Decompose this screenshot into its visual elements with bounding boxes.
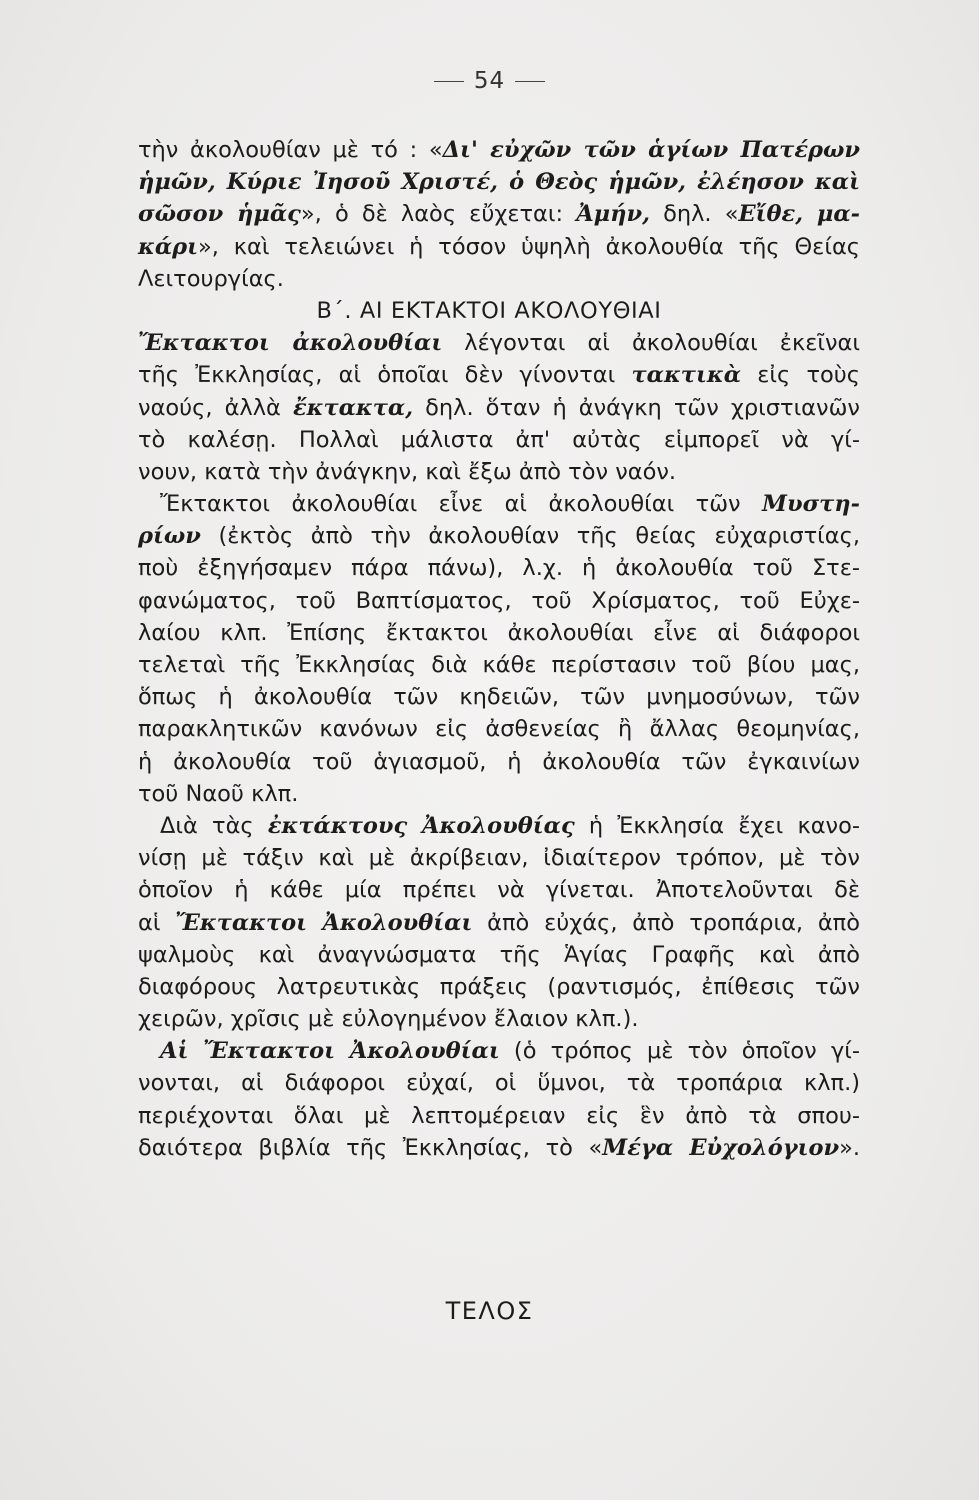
text-line: ρίων (ἐκτὸς ἀπὸ τὴν ἀκολουθίαν τῆς θείας εὐχαριστίας, [138,523,860,550]
text-line: δαιότερα βιβλία τῆς Ἐκκλησίας, τὸ «Μέγα Εὐχολόγιον». [138,1134,860,1161]
text-line: ναούς, ἀλλὰ ἔκτακτα, δηλ. ὅταν ἡ ἀνάγκη τῶν χριστιανῶν [138,394,860,421]
paragraph-3 [138,488,860,810]
dash-right [515,81,545,82]
text-line: Αἱ Ἔκτακτοι Ἀκολουθίαι (ὁ τρόπος μὲ τὸν ὁποῖον γί- [160,1038,860,1065]
text-line: τελεταὶ τῆς Ἐκκλησίας διὰ κάθε περίστασιν τοῦ βίου μας, [138,652,860,678]
text-line: νουν, κατὰ τὴν ἀνάγκην, καὶ ἔξω ἀπὸ τὸν ναόν. [138,458,677,485]
paragraph-5 [138,1035,860,1164]
paragraph-1 [138,134,860,295]
dash-left [434,81,464,82]
page-number: 54 [473,68,506,94]
text-line: ὁποῖον ἡ κάθε μία πρέπει νὰ γίνεται. Ἀποτελοῦνται δὲ [138,877,860,904]
text-line: λαίου κλπ. Ἐπίσης ἔκτακτοι ἀκολουθίαι εἶνε αἱ διάφοροι [138,619,860,646]
text-line: ψαλμοὺς καὶ ἀναγνώσματα τῆς Ἁγίας Γραφῆς καὶ ἀπὸ [138,941,860,968]
text-line: αἱ Ἔκτακτοι Ἀκολουθίαι ἀπὸ εὐχάς, ἀπὸ τροπάρια, ἀπὸ [138,909,860,936]
text-line: τὸ καλέσῃ. Πολλαὶ μάλιστα ἀπ' αὐτὰς εἱμπορεῖ νὰ γί- [138,426,860,453]
text-line: ποὺ ἐξηγήσαμεν πάρα πάνω), λ.χ. ἡ ἀκολουθία τοῦ Στε- [138,555,860,582]
text-line: ἡμῶν, Κύριε Ἰησοῦ Χριστέ, ὁ Θεὸς ἡμῶν, ἐλέησον καὶ [138,169,860,196]
text-line: Διὰ τὰς ἐκτάκτους Ἀκολουθίας ἡ Ἐκκλησία ἔχει κανο- [160,812,860,839]
body-text [138,134,860,1164]
section-heading: Β΄. ΑΙ ΕΚΤΑΚΤΟΙ ΑΚΟΛΟΥΘΙΑΙ [316,297,662,324]
end-title: ΤΕΛΟΣ [445,1297,534,1325]
page-number-header [0,68,979,94]
text-line: τὴν ἀκολουθίαν μὲ τό : «Δι' εὐχῶν τῶν ἁγίων Πατέρων [138,137,860,163]
text-line: χειρῶν, χρῖσις μὲ εὐλογημένον ἔλαιον κλπ.). [138,1006,639,1033]
text-line: τοῦ Ναοῦ κλπ. [138,780,299,807]
paragraph-2 [138,327,860,488]
text-line: σῶσον ἡμᾶς», ὁ δὲ λαὸς εὔχεται: Ἀμήν, δηλ. «Εἴθε, μα- [138,201,860,228]
text-line: τῆς Ἐκκλησίας, αἱ ὁποῖαι δὲν γίνονται τακτικὰ εἰς τοὺς [138,362,861,389]
text-line: νίσῃ μὲ τάξιν καὶ μὲ ἀκρίβειαν, ἰδιαίτερον τρόπον, μὲ τὸν [138,845,860,872]
text-line: διαφόρους λατρευτικὰς πράξεις (ραντισμός, ἐπίθεσις τῶν [138,973,860,1000]
text-line: Ἔκτακτοι ἀκολουθίαι εἶνε αἱ ἀκολουθίαι τῶν Μυστη- [160,491,860,518]
text-line: Λειτουργίας. [138,265,284,292]
text-line: περιέχονται ὅλαι μὲ λεπτομέρειαν εἰς ἓν ἀπὸ τὰ σπου- [138,1102,860,1129]
text-line: φανώματος, τοῦ Βαπτίσματος, τοῦ Χρίσματος, τοῦ Εὐχε- [138,587,860,614]
text-line: παρακλητικῶν κανόνων εἰς ἀσθενείας ἢ ἄλλας θεομηνίας, [138,716,860,743]
text-line: Ἔκτακτοι ἀκολουθίαι λέγονται αἱ ἀκολουθίαι ἐκεῖναι [138,330,860,357]
text-line: ὅπως ἡ ἀκολουθία τῶν κηδειῶν, τῶν μνημοσύνων, τῶν [138,684,860,711]
text-line: νονται, αἱ διάφοροι εὐχαί, οἱ ὕμνοι, τὰ τροπάρια κλπ.) [138,1070,860,1097]
text-line: ἡ ἀκολουθία τοῦ ἁγιασμοῦ, ἡ ἀκολουθία τῶν ἐγκαινίων [138,748,860,775]
paragraph-4 [138,810,860,1035]
text-line: κάρι», καὶ τελειώνει ἡ τόσον ὑψηλὴ ἀκολουθία τῆς Θείας [138,233,860,260]
